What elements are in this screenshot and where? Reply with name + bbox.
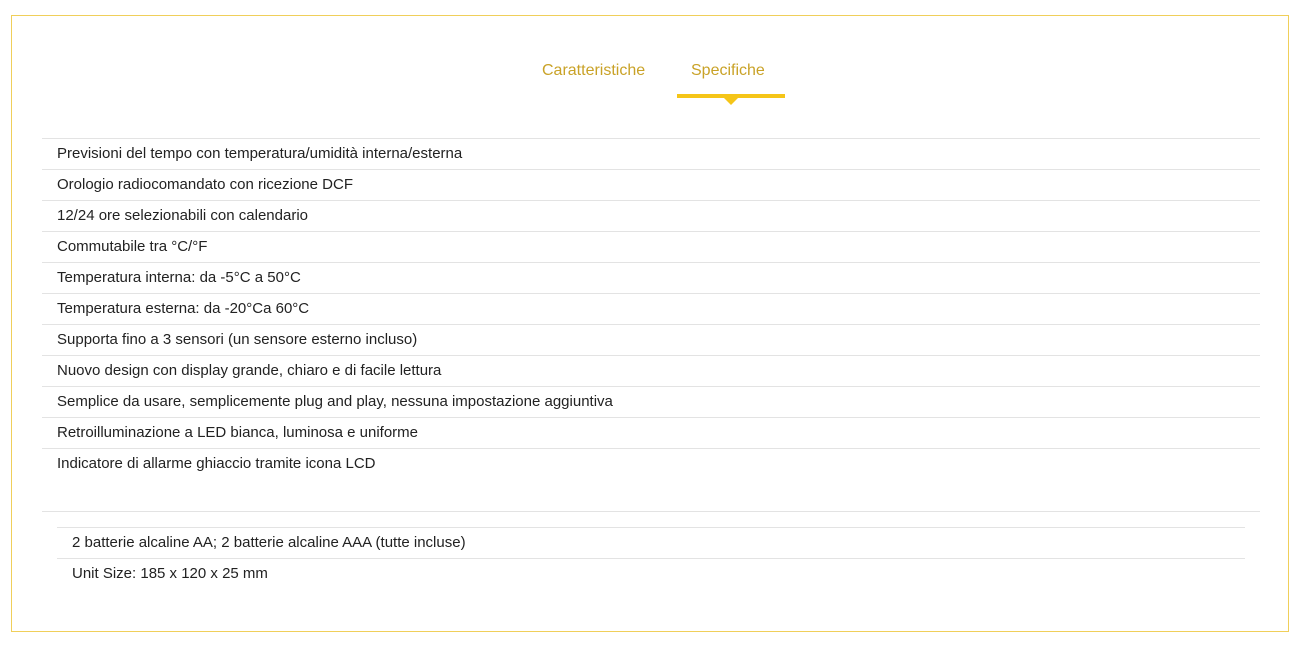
list-item: Temperatura esterna: da -20°Ca 60°C	[42, 294, 1260, 325]
list-item: Commutabile tra °C/°F	[42, 232, 1260, 263]
list-item: Nuovo design con display grande, chiaro e di facile lettura	[42, 356, 1260, 387]
list-item: Unit Size: 185 x 120 x 25 mm	[72, 565, 268, 582]
features-list	[42, 138, 1260, 479]
list-item: Semplice da usare, semplicemente plug and play, nessuna impostazione aggiuntiva	[42, 387, 1260, 418]
list-item: Indicatore di allarme ghiaccio tramite icona LCD	[57, 455, 376, 472]
specs-list	[57, 527, 1245, 589]
active-tab-caret-icon	[724, 98, 738, 105]
list-item: Orologio radiocomandato con ricezione DCF	[42, 170, 1260, 201]
list-item: Temperatura interna: da -5°C a 50°C	[42, 263, 1260, 294]
product-details-panel	[11, 15, 1289, 632]
list-item: 2 batterie alcaline AA; 2 batterie alcaline AAA (tutte incluse)	[57, 528, 1245, 559]
list-item: 12/24 ore selezionabili con calendario	[42, 201, 1260, 232]
list-item: Previsioni del tempo con temperatura/umidità interna/esterna	[42, 139, 1260, 170]
tab-caratteristiche[interactable]: Caratteristiche	[542, 62, 646, 79]
list-item: Supporta fino a 3 sensori (un sensore esterno incluso)	[42, 325, 1260, 356]
section-divider	[42, 511, 1260, 512]
tab-specifiche[interactable]: Specifiche	[691, 62, 765, 79]
tab-bar	[12, 62, 1288, 102]
list-item: Retroilluminazione a LED bianca, luminosa e uniforme	[42, 418, 1260, 449]
